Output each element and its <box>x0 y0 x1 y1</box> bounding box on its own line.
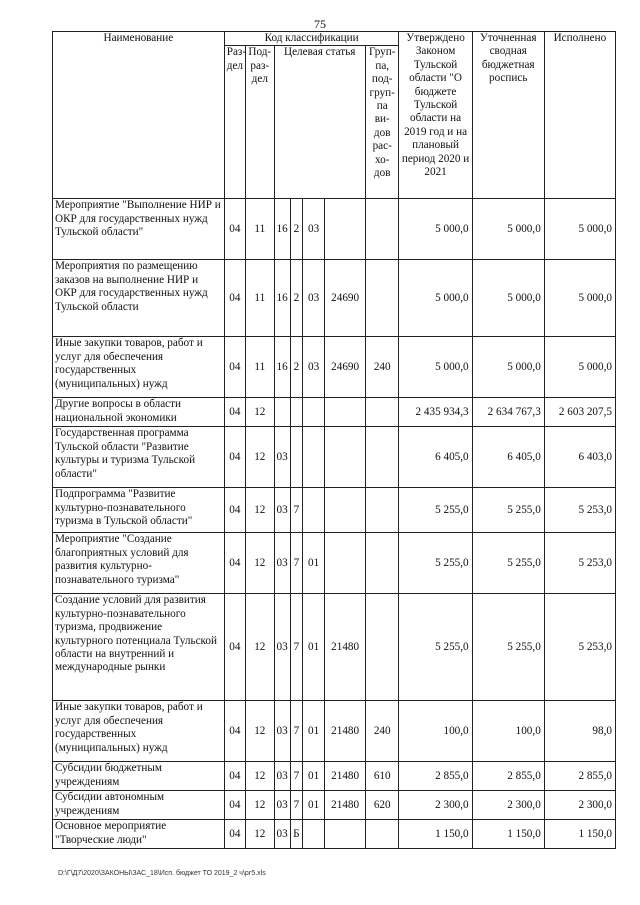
expense-group-code <box>365 260 399 337</box>
subprogram-code: 7 <box>290 533 302 594</box>
table-row <box>53 791 616 820</box>
program-code: 03 <box>274 791 290 820</box>
refined-amount: 5 255,0 <box>472 533 544 594</box>
approved-amount: 6 405,0 <box>399 427 472 488</box>
table-row <box>53 820 616 849</box>
row-name: Государственная программа Тульской области "Развитие культуры и туризма Тульской области" <box>53 427 225 488</box>
activity-code: 03 <box>302 199 324 260</box>
table-row <box>53 337 616 398</box>
executed-amount: 1 150,0 <box>544 820 615 849</box>
section-code: 04 <box>224 337 245 398</box>
expense-group-code: 240 <box>365 701 399 762</box>
activity-code <box>302 488 324 533</box>
table-row <box>53 762 616 791</box>
table-row <box>53 260 616 337</box>
program-code: 16 <box>274 260 290 337</box>
approved-amount: 5 255,0 <box>399 488 472 533</box>
direction-code <box>325 199 366 260</box>
subsection-code: 12 <box>246 791 274 820</box>
activity-code: 01 <box>302 533 324 594</box>
header-subsection: Под-раз-дел <box>246 46 274 199</box>
table-row <box>53 427 616 488</box>
direction-code: 21480 <box>325 594 366 701</box>
activity-code <box>302 398 324 427</box>
header-expense-group: Груп-па, под-груп-па ви-дов рас-хо-дов <box>365 46 399 199</box>
row-name: Мероприятие "Создание благоприятных условий для развития культурно-познавательного туризма" <box>53 533 225 594</box>
refined-amount: 1 150,0 <box>472 820 544 849</box>
expense-group-code: 610 <box>365 762 399 791</box>
subsection-code: 11 <box>246 260 274 337</box>
table-row <box>53 199 616 260</box>
executed-amount: 5 000,0 <box>544 337 615 398</box>
row-name: Мероприятие "Выполнение НИР и ОКР для государственных нужд Тульской области" <box>53 199 225 260</box>
section-code: 04 <box>224 488 245 533</box>
refined-amount: 5 255,0 <box>472 488 544 533</box>
section-code: 04 <box>224 701 245 762</box>
row-name: Иные закупки товаров, работ и услуг для обеспечения государственных (муниципальных) нужд <box>53 337 225 398</box>
subprogram-code: 7 <box>290 762 302 791</box>
refined-amount: 100,0 <box>472 701 544 762</box>
program-code: 03 <box>274 533 290 594</box>
row-name: Другие вопросы в области национальной экономики <box>53 398 225 427</box>
program-code: 03 <box>274 701 290 762</box>
budget-table <box>52 31 616 849</box>
direction-code: 21480 <box>325 791 366 820</box>
subsection-code: 12 <box>246 820 274 849</box>
header-classification-code: Код классификации <box>224 32 399 46</box>
activity-code: 03 <box>302 337 324 398</box>
header-refined: Уточненная сводная бюджетная роспись <box>472 32 544 199</box>
page-number: 75 <box>314 17 326 31</box>
approved-amount: 5 255,0 <box>399 594 472 701</box>
subprogram-code: 7 <box>290 701 302 762</box>
executed-amount: 2 603 207,5 <box>544 398 615 427</box>
subprogram-code: 7 <box>290 791 302 820</box>
program-code: 03 <box>274 488 290 533</box>
expense-group-code <box>365 199 399 260</box>
direction-code <box>325 398 366 427</box>
activity-code: 01 <box>302 701 324 762</box>
subsection-code: 12 <box>246 488 274 533</box>
activity-code: 01 <box>302 762 324 791</box>
approved-amount: 2 435 934,3 <box>399 398 472 427</box>
direction-code: 21480 <box>325 762 366 791</box>
refined-amount: 6 405,0 <box>472 427 544 488</box>
refined-amount: 2 855,0 <box>472 762 544 791</box>
table-row <box>53 533 616 594</box>
activity-code <box>302 820 324 849</box>
executed-amount: 2 855,0 <box>544 762 615 791</box>
expense-group-code <box>365 398 399 427</box>
subprogram-code: 2 <box>290 337 302 398</box>
subprogram-code: 7 <box>290 488 302 533</box>
row-name: Основное мероприятие "Творческие люди" <box>53 820 225 849</box>
table-row <box>53 594 616 701</box>
activity-code <box>302 427 324 488</box>
approved-amount: 100,0 <box>399 701 472 762</box>
expense-group-code <box>365 820 399 849</box>
program-code: 16 <box>274 199 290 260</box>
program-code: 03 <box>274 762 290 791</box>
subprogram-code: 2 <box>290 199 302 260</box>
executed-amount: 5 000,0 <box>544 260 615 337</box>
refined-amount: 2 300,0 <box>472 791 544 820</box>
executed-amount: 5 253,0 <box>544 594 615 701</box>
executed-amount: 2 300,0 <box>544 791 615 820</box>
program-code <box>274 398 290 427</box>
direction-code: 24690 <box>325 260 366 337</box>
program-code: 03 <box>274 427 290 488</box>
expense-group-code: 620 <box>365 791 399 820</box>
refined-amount: 5 000,0 <box>472 199 544 260</box>
subsection-code: 12 <box>246 701 274 762</box>
subsection-code: 12 <box>246 398 274 427</box>
subsection-code: 11 <box>246 199 274 260</box>
subprogram-code: 2 <box>290 260 302 337</box>
direction-code <box>325 427 366 488</box>
section-code: 04 <box>224 533 245 594</box>
approved-amount: 5 000,0 <box>399 337 472 398</box>
subprogram-code <box>290 398 302 427</box>
approved-amount: 5 000,0 <box>399 199 472 260</box>
subsection-code: 12 <box>246 594 274 701</box>
expense-group-code <box>365 594 399 701</box>
subsection-code: 12 <box>246 762 274 791</box>
executed-amount: 98,0 <box>544 701 615 762</box>
approved-amount: 1 150,0 <box>399 820 472 849</box>
activity-code: 01 <box>302 791 324 820</box>
table-body <box>53 199 616 849</box>
header-target-article: Целевая статья <box>274 46 365 199</box>
header-approved: Утверждено Законом Тульской области "О бюджете Тульской области на 2019 год и на плановый период 2020 и 2021 <box>399 32 472 199</box>
activity-code: 01 <box>302 594 324 701</box>
file-path-footer: D:\Г\Д7\2020\ЗАКОНЫ\ЗАС_18\Исп. бюджет ТО 2019_2 ч\рг5.xls <box>58 870 266 877</box>
table-row <box>53 701 616 762</box>
table-row <box>53 398 616 427</box>
refined-amount: 5 000,0 <box>472 260 544 337</box>
section-code: 04 <box>224 791 245 820</box>
header-executed: Исполнено <box>544 32 615 199</box>
direction-code: 24690 <box>325 337 366 398</box>
direction-code <box>325 820 366 849</box>
executed-amount: 5 253,0 <box>544 533 615 594</box>
approved-amount: 5 000,0 <box>399 260 472 337</box>
activity-code: 03 <box>302 260 324 337</box>
row-name: Мероприятия по размещению заказов на выполнение НИР и ОКР для государственных нужд Тульской области <box>53 260 225 337</box>
section-code: 04 <box>224 594 245 701</box>
direction-code <box>325 488 366 533</box>
refined-amount: 5 255,0 <box>472 594 544 701</box>
expense-group-code <box>365 427 399 488</box>
program-code: 03 <box>274 820 290 849</box>
subsection-code: 11 <box>246 337 274 398</box>
program-code: 16 <box>274 337 290 398</box>
header-name: Наименование <box>53 32 225 199</box>
direction-code: 21480 <box>325 701 366 762</box>
row-name: Создание условий для развития культурно-познавательного туризма, продвижение культурного потенциала Тульской области на внутренний и международные рынки <box>53 594 225 701</box>
row-name: Иные закупки товаров, работ и услуг для обеспечения государственных (муниципальных) нужд <box>53 701 225 762</box>
expense-group-code <box>365 533 399 594</box>
table-header <box>53 32 616 199</box>
table-row <box>53 488 616 533</box>
section-code: 04 <box>224 762 245 791</box>
row-name: Подпрограмма "Развитие культурно-познавательного туризма в Тульской области" <box>53 488 225 533</box>
subprogram-code: Б <box>290 820 302 849</box>
header-section: Раз-дел <box>224 46 245 199</box>
expense-group-code: 240 <box>365 337 399 398</box>
executed-amount: 5 253,0 <box>544 488 615 533</box>
subsection-code: 12 <box>246 427 274 488</box>
refined-amount: 5 000,0 <box>472 337 544 398</box>
row-name: Субсидии автономным учреждениям <box>53 791 225 820</box>
subprogram-code: 7 <box>290 594 302 701</box>
refined-amount: 2 634 767,3 <box>472 398 544 427</box>
program-code: 03 <box>274 594 290 701</box>
section-code: 04 <box>224 260 245 337</box>
direction-code <box>325 533 366 594</box>
approved-amount: 2 855,0 <box>399 762 472 791</box>
row-name: Субсидии бюджетным учреждениям <box>53 762 225 791</box>
section-code: 04 <box>224 199 245 260</box>
section-code: 04 <box>224 427 245 488</box>
subprogram-code <box>290 427 302 488</box>
subsection-code: 12 <box>246 533 274 594</box>
section-code: 04 <box>224 820 245 849</box>
approved-amount: 2 300,0 <box>399 791 472 820</box>
executed-amount: 5 000,0 <box>544 199 615 260</box>
section-code: 04 <box>224 398 245 427</box>
executed-amount: 6 403,0 <box>544 427 615 488</box>
approved-amount: 5 255,0 <box>399 533 472 594</box>
expense-group-code <box>365 488 399 533</box>
